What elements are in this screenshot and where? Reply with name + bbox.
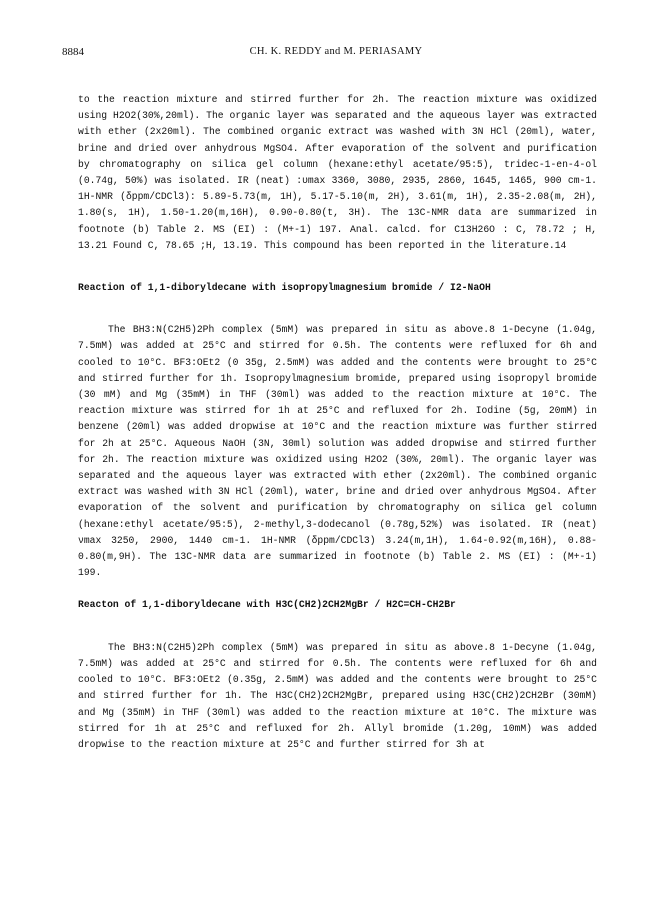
paragraph-tridecenol-workup: to the reaction mixture and stirred further for 2h. The reaction mixture was oxidized using H2O2(30%,20ml). The organic layer was separated and the aqueous layer was extracted with ether (2x20ml). The combined organic extract was washed with 3N HCl (20ml), water, brine and dried over anhydrous MgSO4. After evaporation of the solvent and purification by chromatography on silica gel column (hexane:ethyl acetate/95:5), tridec-1-en-4-ol (0.74g, 50%) was isolated. IR (neat) :υmax 3360, 3080, 2935, 2860, 1645, 1465, 900 cm-1. 1H-NMR (δppm/CDCl3): 5.89-5.73(m, 1H), 5.17-5.10(m, 2H), 3.61(m, 1H), 2.35-2.08(m, 2H), 1.80(s, 1H), 1.50-1.20(m,16H), 0.90-0.80(t, 3H). The 13C-NMR data are summarized in footnote (b) Table 2. MS (EI) : (M+-1) 197. Anal. calcd. for C13H26O : C, 78.72 ; H, 13.21 Found C, 78.65 ;H, 13.19. This compound has been reported in the literature.14: [78, 94, 597, 251]
page-body: [78, 92, 597, 753]
running-head-authors: CH. K. REDDY and M. PERIASAMY: [249, 46, 423, 57]
page-number: 8884: [62, 46, 84, 58]
running-header: [62, 46, 610, 62]
paragraph-allyl-procedure: The BH3:N(C2H5)2Ph complex (5mM) was prepared in situ as above.8 1-Decyne (1.04g, 7.5mM) was added at 25°C and stirred for 0.5h. The contents were refluxed for 6h and cooled to 10°C. BF3:OEt2 (0.35g, 2.5mM) was added and the contents were brought to 25°C and stirred further for 1h. The H3C(CH2)2CH2MgBr, prepared using H3C(CH2)2CH2Br (30mM) and Mg (35mM) in THF (30ml) was added to the reaction mixture at 10°C. The mixture was stirred for 1h at 25°C and refluxed for 2h. Allyl bromide (1.20g, 10mM) was added dropwise to the reaction mixture at 25°C and further stirred for 3h at: [78, 641, 597, 750]
section-heading-butylmagnesium-allyl: Reacton of 1,1-diboryldecane with H3C(CH2)2CH2MgBr / H2C=CH-CH2Br: [78, 599, 456, 611]
section-heading-isopropylmagnesium: Reaction of 1,1-diboryldecane with isopropylmagnesium bromide / I2-NaOH: [78, 282, 491, 294]
paragraph-isopropyl-procedure: The BH3:N(C2H5)2Ph complex (5mM) was prepared in situ as above.8 1-Decyne (1.04g, 7.5mM) was added at 25°C and stirred for 0.5h. The contents were refluxed for 6h and cooled to 10°C. BF3:OEt2 (0 35g, 2.5mM) was added and the contents were brought to 25°C and stirred further for 1h. Isopropylmagnesium bromide, prepared using isopropyl bromide (30 mM) and Mg (35mM) in THF (30ml) was added to the reaction mixture at 10°C. The reaction mixture was stirred for 1h at 25°C and refluxed for 2h. Iodine (5g, 20mM) in benzene (20ml) was added dropwise at 10°C and the reaction mixture was further stirred for 2h at 25°C. Aqueous NaOH (3N, 30ml) solution was added dropwise and stirred further for 2h. The reaction mixture was oxidized using H2O2 (30%, 20ml). The organic layer was separated and the aqueous layer was extracted with ether (2x20ml). The combined organic extract was washed with 3N HCl (20ml), water, brine and dried over anhydrous MgSO4. After evaporation of the solvent and purification by chromatography on silica gel column (hexane:ethyl acetate/95:5), 2-methyl,3-dodecanol (0.78g,52%) was isolated. IR (neat) νmax 3250, 2900, 1440 cm-1. 1H-NMR (δppm/CDCl3) 3.24(m,1H), 1.64-0.92(m,16H), 0.88-0.80(m,9H). The 13C-NMR data are summarized in footnote (b) Table 2. MS (EI) : (M+-1) 199.: [78, 324, 597, 579]
